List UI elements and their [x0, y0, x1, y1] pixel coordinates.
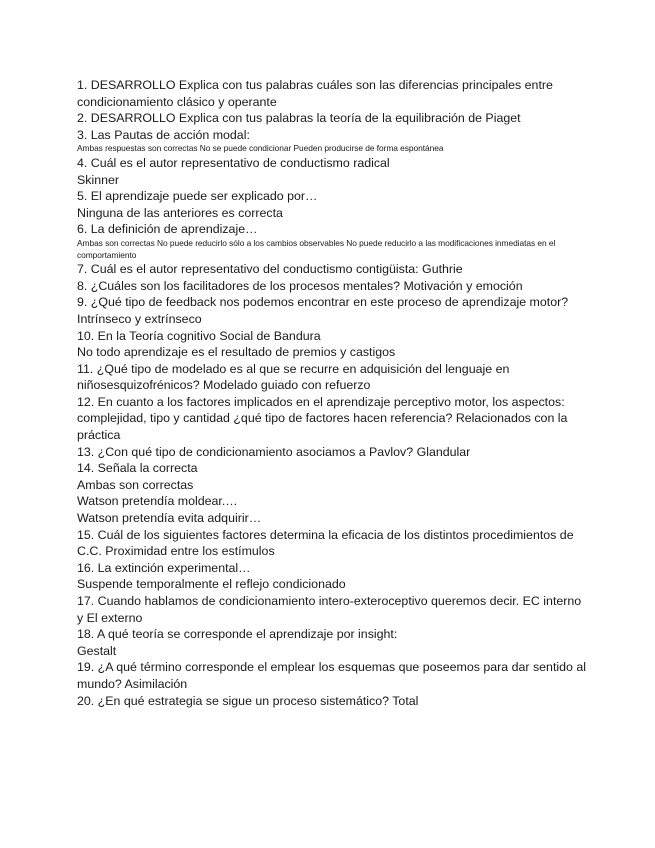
document-line: No todo aprendizaje es el resultado de premios y castigos [77, 345, 396, 360]
document-line: 9. ¿Qué tipo de feedback nos podemos encontrar en este proceso de aprendizaje motor? Intrínseco y extrínseco [77, 295, 569, 326]
document-line: 7. Cuál es el autor representativo del conductismo contigüista: Guthrie [77, 262, 463, 277]
document-line: 4. Cuál es el autor representativo de conductismo radical [77, 155, 390, 170]
document-line: 6. La definición de aprendizaje… [77, 222, 258, 237]
document-line: 17. Cuando hablamos de condicionamiento intero-exteroceptivo queremos decir. EC interno y El externo [77, 594, 582, 625]
document-line: 14. Señala la correcta [77, 461, 198, 476]
answer-options-line: Ambas son correctas No puede reducirlo sólo a los cambios observables No puede reducirlo a las modificaciones inmediatas en el comportamiento [77, 237, 556, 260]
document-line: Watson pretendía evita adquirir… [77, 511, 262, 526]
document-line: 8. ¿Cuáles son los facilitadores de los procesos mentales? Motivación y emoción [77, 278, 523, 293]
document-line: 10. En la Teoría cognitivo Social de Bandura [77, 328, 321, 343]
document-line: Skinner [77, 172, 120, 187]
document-line: 18. A qué teoría se corresponde el aprendizaje por insight: [77, 627, 398, 642]
document-line: 3. Las Pautas de acción modal: [77, 127, 250, 142]
document-line: 1. DESARROLLO Explica con tus palabras cuáles son las diferencias principales entre condicionamiento clásico y operante [77, 78, 553, 109]
document-line: 2. DESARROLLO Explica con tus palabras la teoría de la equilibración de Piaget [77, 111, 521, 126]
document-line: Ninguna de las anteriores es correcta [77, 205, 283, 220]
document-line: 12. En cuanto a los factores implicados en el aprendizaje perceptivo motor, los aspectos: complejidad, tipo y cantidad ¿qué tipo de factores hacen referencia? Relacionados con la práctica [77, 394, 568, 443]
document-line: Watson pretendía moldear.… [77, 494, 238, 509]
document-body [77, 77, 587, 709]
document-line: 20. ¿En qué estrategia se sigue un proceso sistemático? Total [77, 693, 419, 708]
document-line: Gestalt [77, 643, 117, 658]
answer-options-line: Ambas respuestas son correctas No se puede condicionar Pueden producirse de forma espontánea [77, 143, 444, 154]
document-line: Ambas son correctas [77, 477, 194, 492]
document-line: 19. ¿A qué término corresponde el emplear los esquemas que poseemos para dar sentido al mundo? Asimilación [77, 660, 587, 691]
document-line: 16. La extinción experimental… [77, 560, 251, 575]
document-line: Suspende temporalmente el reflejo condicionado [77, 577, 346, 592]
document-line: 5. El aprendizaje puede ser explicado por… [77, 189, 318, 204]
document-line: 15. Cuál de los siguientes factores determina la eficacia de los distintos procedimientos de C.C. Proximidad entre los estímulos [77, 527, 574, 559]
document-line: 11. ¿Qué tipo de modelado es al que se recurre en adquisición del lenguaje en niñosesquizofrénicos? Modelado guiado con refuerzo [77, 361, 510, 393]
document-line: 13. ¿Con qué tipo de condicionamiento asociamos a Pavlov? Glandular [77, 444, 471, 459]
